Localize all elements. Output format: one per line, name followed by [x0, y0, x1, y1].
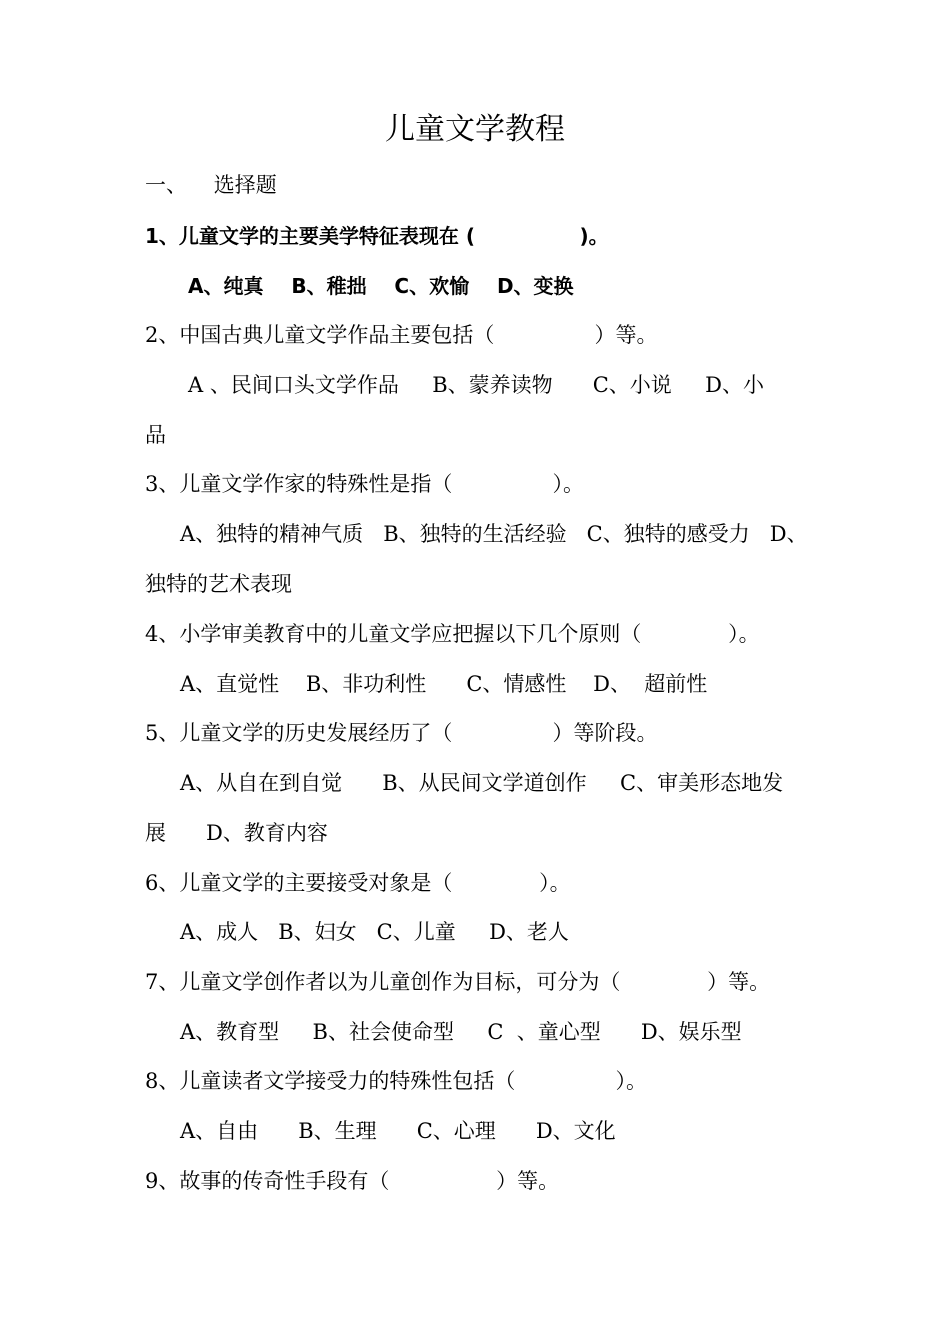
question-2-options-cont: 品: [145, 423, 166, 447]
section-heading: 一、 选择题: [145, 173, 277, 197]
question-3-options-cont: 独特的艺术表现: [145, 572, 292, 596]
question-7-options: A、教育型 B、社会使命型 C 、童心型 D、娱乐型: [180, 1020, 742, 1044]
question-5: 5、儿童文学的历史发展经历了（ ）等阶段。: [145, 721, 658, 745]
question-3-options: A、独特的精神气质 B、独特的生活经验 C、独特的感受力 D、: [180, 522, 808, 546]
question-8: 8、儿童读者文学接受力的特殊性包括（ ）。: [145, 1069, 647, 1093]
question-6: 6、儿童文学的主要接受对象是（ ）。: [145, 871, 571, 895]
question-8-options: A、自由 B、生理 C、心理 D、文化: [180, 1119, 616, 1143]
question-1-options: A、纯真 B、稚拙 C、欢愉 D、变换: [188, 274, 574, 298]
question-7: 7、儿童文学创作者以为儿童创作为目标，可分为（ ）等。: [145, 970, 771, 994]
question-3: 3、儿童文学作家的特殊性是指（ ）。: [145, 472, 584, 496]
question-9: 9、故事的传奇性手段有（ ）等。: [145, 1169, 560, 1193]
document-title: 儿童文学教程: [385, 112, 565, 147]
question-6-options: A、成人 B、妇女 C、儿童 D、老人: [180, 920, 569, 944]
question-2-options: A 、民间口头文学作品 B、蒙养读物 C、小说 D、小: [188, 373, 764, 397]
question-2: 2、中国古典儿童文学作品主要包括（ ）等。: [145, 323, 658, 347]
question-1: 1、儿童文学的主要美学特征表现在 ( )。: [145, 224, 609, 248]
question-4-options: A、直觉性 B、非功利性 C、情感性 D、 超前性: [180, 672, 708, 696]
question-5-options-cont: 展 D、教育内容: [145, 821, 328, 845]
question-4: 4、小学审美教育中的儿童文学应把握以下几个原则（ ）。: [145, 622, 760, 646]
question-5-options: A、从自在到自觉 B、从民间文学道创作 C、审美形态地发: [180, 771, 784, 795]
